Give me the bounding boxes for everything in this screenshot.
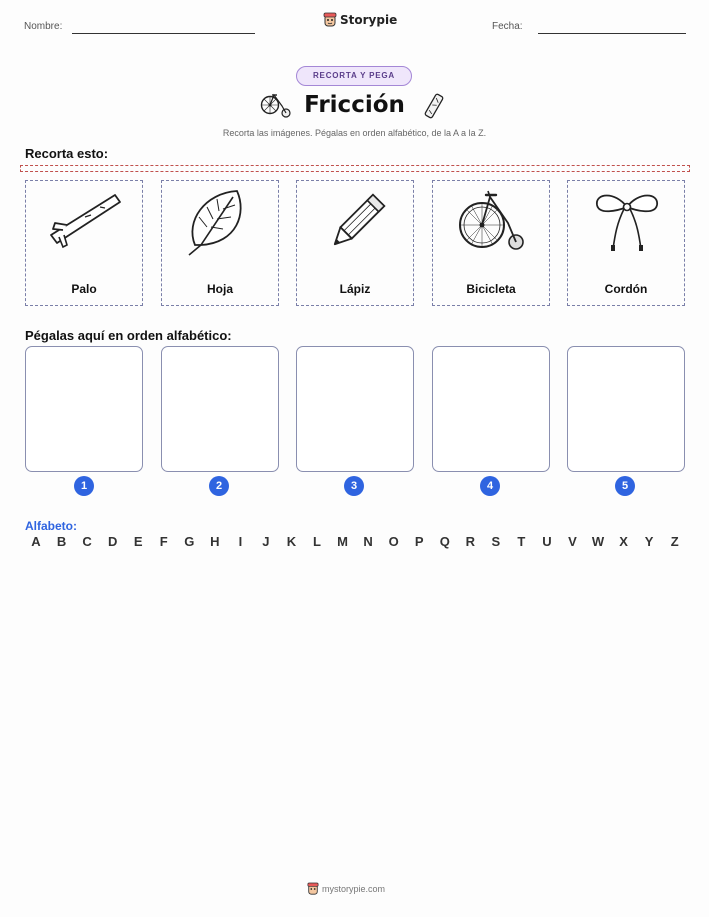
bicycle-icon <box>452 187 532 259</box>
slot-number: 1 <box>74 476 94 496</box>
alphabet-letter: M <box>337 534 348 549</box>
bow-icon <box>587 187 667 259</box>
alphabet-letter: R <box>465 534 475 549</box>
alphabet-letter: V <box>568 534 577 549</box>
alphabet-letter: E <box>133 534 143 549</box>
alphabet-letter: P <box>414 534 424 549</box>
alphabet-letter: L <box>313 534 321 549</box>
footer-url[interactable]: mystorypie.com <box>322 884 386 894</box>
alphabet-letter: A <box>31 534 41 549</box>
alphabet-letter: F <box>159 534 168 549</box>
alphabet-heading: Alfabeto: <box>25 519 77 533</box>
alphabet-letter: X <box>619 534 628 549</box>
alphabet-letter: B <box>56 534 67 549</box>
alphabet-letter: Q <box>439 534 450 549</box>
cut-heading: Recorta esto: <box>25 146 109 161</box>
card-label: Bicicleta <box>466 282 516 296</box>
card-label: Lápiz <box>339 282 371 296</box>
mascot-icon <box>323 12 337 28</box>
paste-heading: Pégalas aquí en orden alfabético: <box>25 328 232 343</box>
cut-card-lapiz[interactable] <box>296 180 414 306</box>
name-line[interactable] <box>72 33 255 34</box>
alphabet-letter: S <box>491 534 501 549</box>
cut-card-bicicleta[interactable] <box>432 180 550 306</box>
alphabet-letter: Y <box>644 534 654 549</box>
cut-card-cordon[interactable] <box>567 180 685 306</box>
date-line[interactable] <box>538 33 686 34</box>
alphabet-letter: Z <box>670 534 679 549</box>
pencil-icon <box>316 187 396 259</box>
slot-number: 2 <box>209 476 229 496</box>
card-label: Hoja <box>206 282 233 296</box>
alphabet-letter: G <box>184 534 195 549</box>
card-label: Cordón <box>604 282 648 296</box>
alphabet-letter: H <box>210 534 220 549</box>
name-label: Nombre: <box>24 21 63 32</box>
brand-logo <box>323 12 397 28</box>
alphabet-letter: T <box>517 534 526 549</box>
stick-icon <box>422 92 446 120</box>
slot-number: 5 <box>615 476 635 496</box>
cut-card-palo[interactable] <box>25 180 143 306</box>
alphabet-letter: W <box>591 534 605 549</box>
page-title: Fricción <box>304 92 405 118</box>
alphabet-letter: U <box>542 534 552 549</box>
paste-slot-1[interactable] <box>25 346 143 472</box>
activity-badge: RECORTA Y PEGA <box>296 66 412 86</box>
paste-slot-2[interactable] <box>161 346 279 472</box>
leaf-icon <box>181 187 261 259</box>
slot-number: 4 <box>480 476 500 496</box>
stick-icon <box>45 187 125 259</box>
mascot-icon <box>307 882 319 896</box>
footer <box>307 882 385 896</box>
paste-slot-4[interactable] <box>432 346 550 472</box>
date-label: Fecha: <box>492 21 523 32</box>
cut-card-hoja[interactable] <box>161 180 279 306</box>
alphabet-letter: C <box>82 534 92 549</box>
slot-number: 3 <box>344 476 364 496</box>
alphabet-letter: D <box>107 534 118 549</box>
paste-slot-5[interactable] <box>567 346 685 472</box>
card-label: Palo <box>71 282 97 296</box>
alphabet-letter: J <box>262 534 270 549</box>
alphabet-letter: O <box>388 534 399 549</box>
alphabet-row <box>25 534 686 549</box>
alphabet-letter: I <box>238 534 243 549</box>
brand-name: Storypie <box>340 13 398 27</box>
paste-slot-3[interactable] <box>296 346 414 472</box>
cut-line <box>20 165 690 172</box>
alphabet-letter: N <box>363 534 373 549</box>
instructions: Recorta las imágenes. Pégalas en orden alfabético, de la A a la Z. <box>222 128 487 138</box>
alphabet-letter: K <box>286 534 297 549</box>
